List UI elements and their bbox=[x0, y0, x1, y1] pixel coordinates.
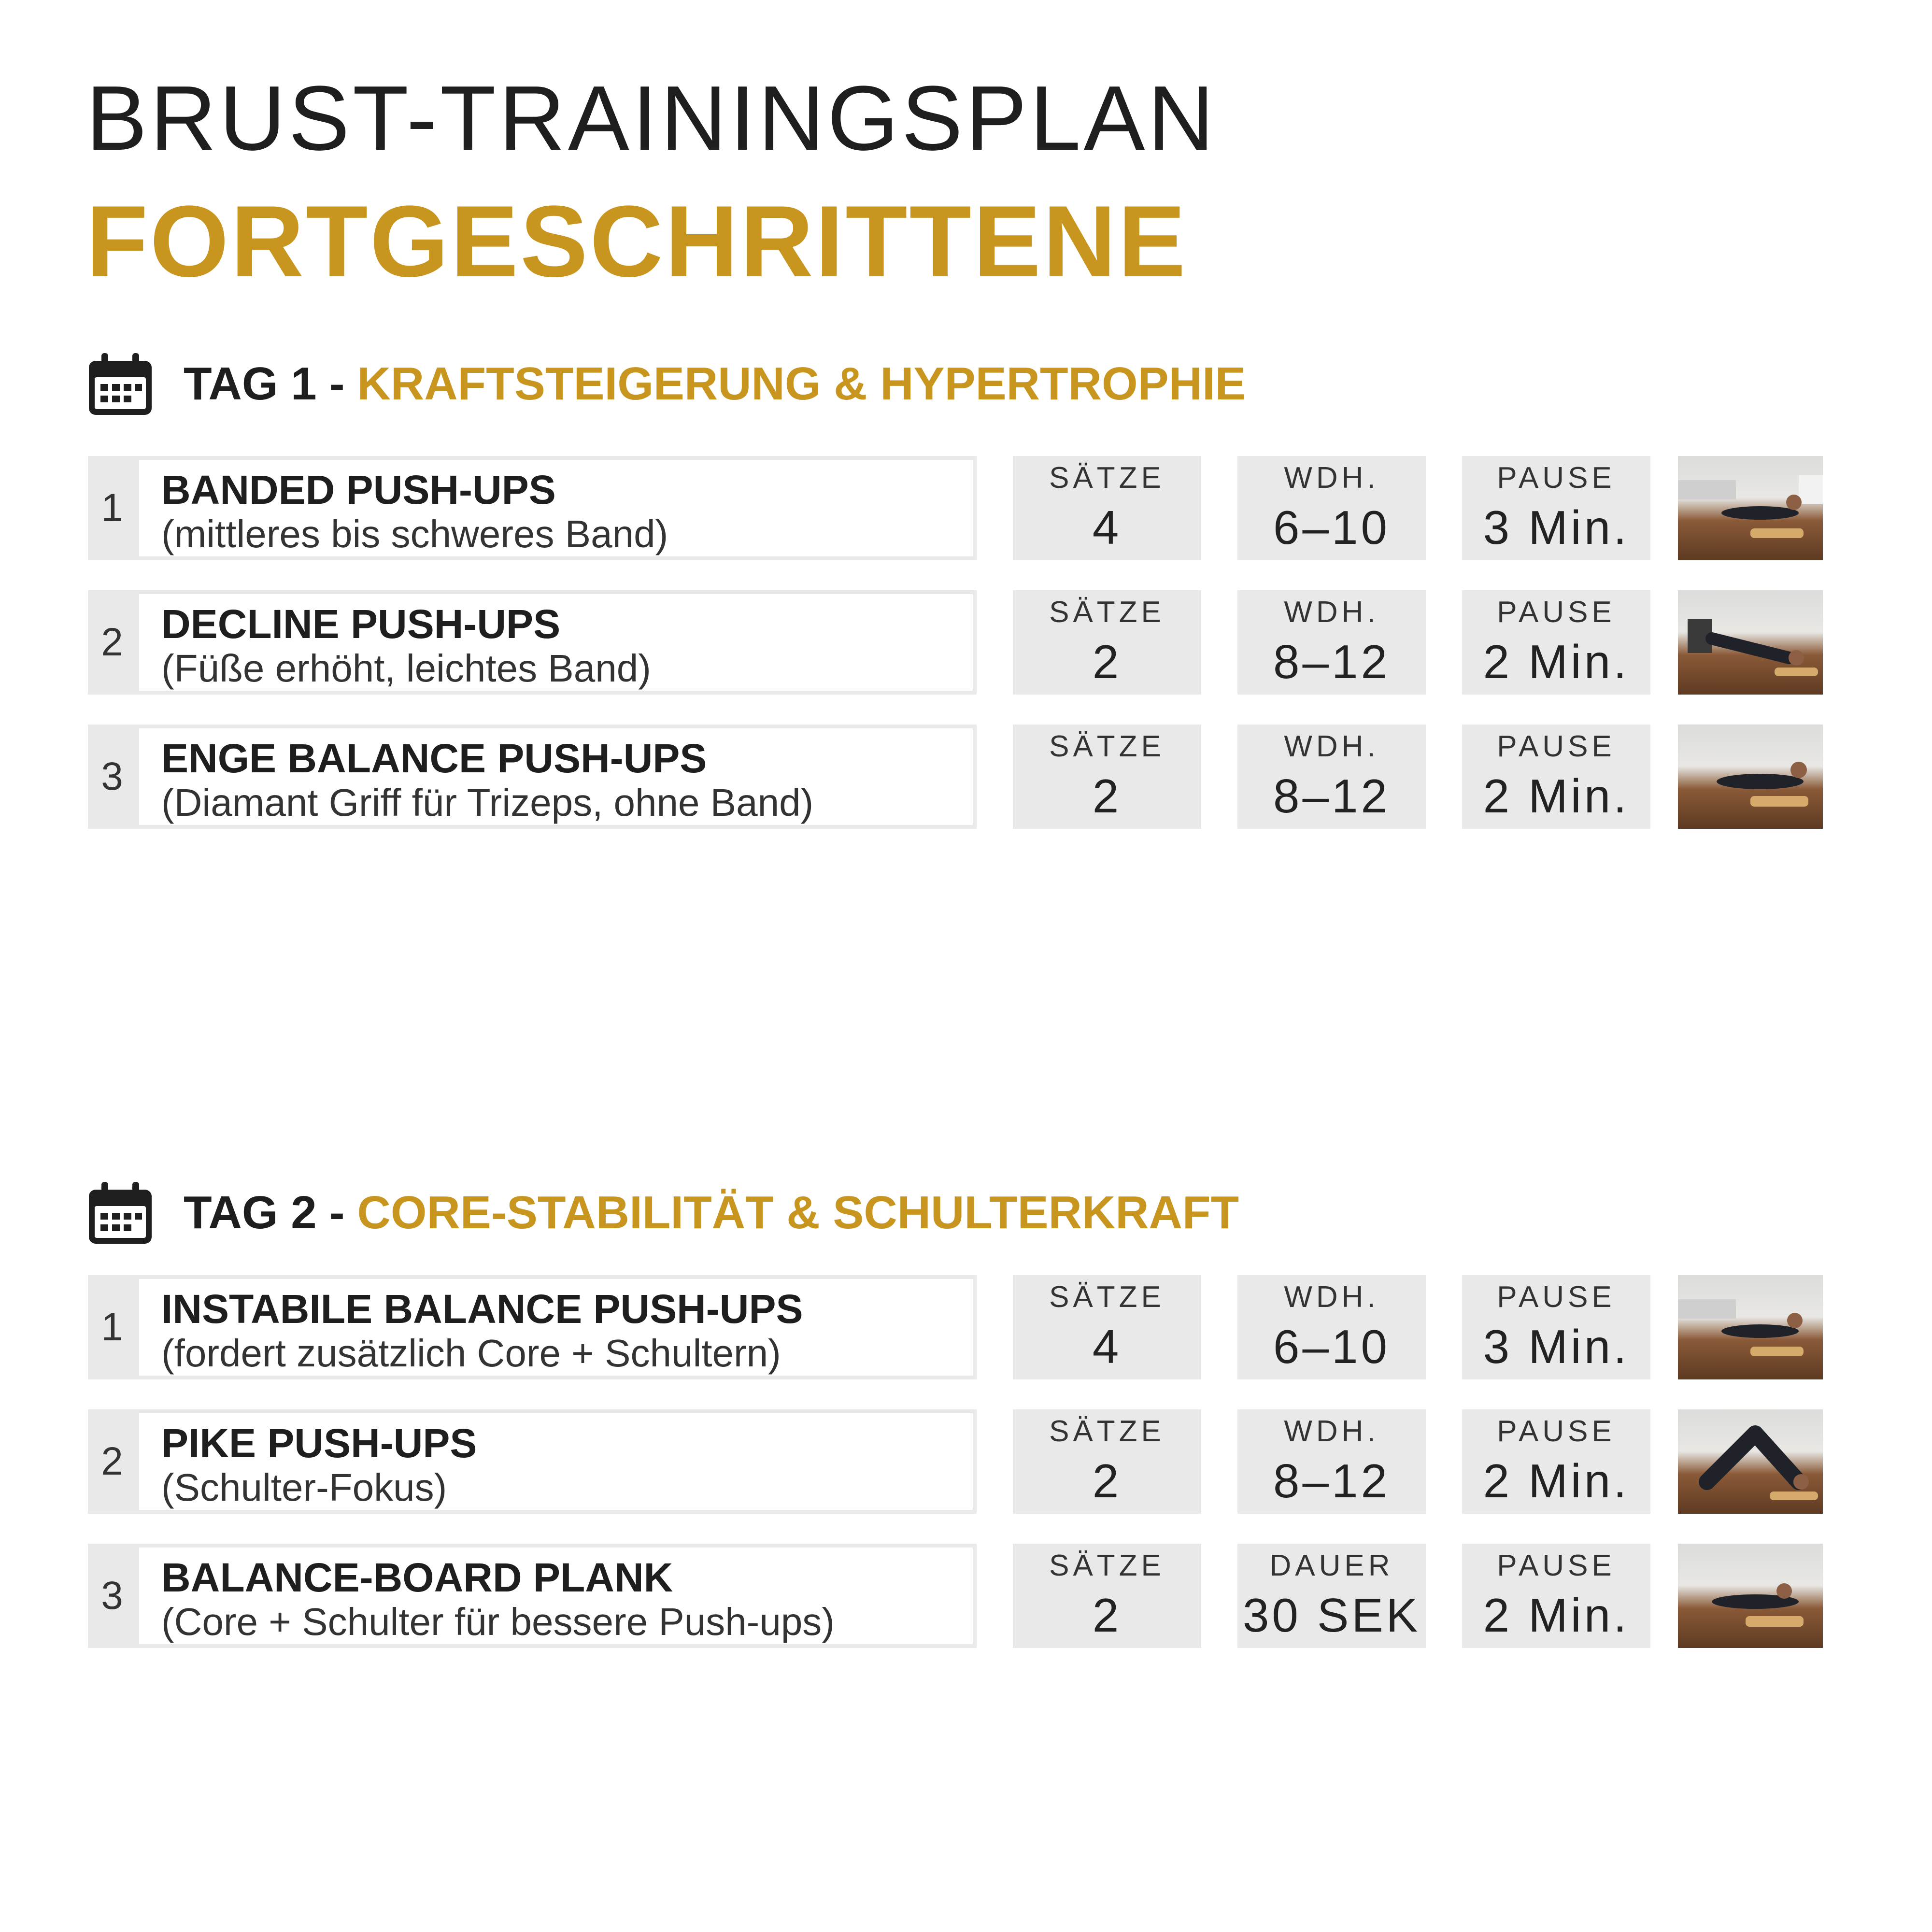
exercise-name: INSTABILE BALANCE PUSH-UPS bbox=[161, 1286, 803, 1332]
reps-value: 6–10 bbox=[1273, 1320, 1390, 1373]
reps-box bbox=[1237, 456, 1426, 560]
sets-box bbox=[1013, 456, 1201, 560]
exercise-description: (Schulter-Fokus) bbox=[161, 1466, 447, 1509]
sets-value: 2 bbox=[1092, 1454, 1122, 1507]
exercise-photo bbox=[1678, 1409, 1823, 1514]
exercise-number: 1 bbox=[101, 486, 123, 530]
exercise-photo bbox=[1678, 456, 1823, 560]
day-2-header bbox=[86, 1177, 1239, 1249]
exercise-number: 3 bbox=[101, 1574, 123, 1618]
duration-value: 30 SEK bbox=[1242, 1589, 1421, 1642]
sets-value: 2 bbox=[1092, 769, 1122, 823]
rest-value: 2 Min. bbox=[1483, 635, 1630, 688]
rest-box bbox=[1462, 724, 1650, 829]
reps-box bbox=[1237, 590, 1426, 695]
exercise-description: (mittleres bis schweres Band) bbox=[161, 512, 668, 555]
sets-value: 4 bbox=[1092, 501, 1122, 554]
duration-label: DAUER bbox=[1269, 1549, 1394, 1582]
exercise-row bbox=[88, 724, 1827, 831]
sets-label: SÄTZE bbox=[1049, 596, 1165, 629]
reps-label: WDH. bbox=[1284, 1280, 1379, 1314]
day-separator: - bbox=[329, 1187, 345, 1238]
sets-box bbox=[1013, 1544, 1201, 1648]
exercise-row bbox=[88, 1409, 1827, 1516]
day-label: TAG 1 bbox=[184, 358, 317, 410]
day-1-header bbox=[86, 348, 1246, 420]
exercise-box bbox=[88, 1409, 977, 1514]
exercise-name: BALANCE-BOARD PLANK bbox=[161, 1555, 673, 1600]
rest-value: 3 Min. bbox=[1483, 501, 1630, 554]
sets-value: 2 bbox=[1092, 1589, 1122, 1642]
exercise-box bbox=[88, 724, 977, 829]
exercise-row bbox=[88, 590, 1827, 696]
sets-label: SÄTZE bbox=[1049, 461, 1165, 495]
exercise-box bbox=[88, 1275, 977, 1379]
exercise-name: ENGE BALANCE PUSH-UPS bbox=[161, 736, 707, 781]
reps-label: WDH. bbox=[1284, 730, 1379, 763]
rest-label: PAUSE bbox=[1497, 730, 1616, 763]
exercise-box bbox=[88, 590, 977, 695]
rest-box bbox=[1462, 590, 1650, 695]
exercise-row bbox=[88, 456, 1827, 562]
rest-label: PAUSE bbox=[1497, 1549, 1616, 1582]
rest-label: PAUSE bbox=[1497, 461, 1616, 495]
sets-box bbox=[1013, 724, 1201, 829]
exercise-photo bbox=[1678, 724, 1823, 829]
reps-label: WDH. bbox=[1284, 596, 1379, 629]
reps-box bbox=[1237, 1275, 1426, 1379]
reps-value: 8–12 bbox=[1273, 769, 1390, 823]
rest-box bbox=[1462, 456, 1650, 560]
rest-label: PAUSE bbox=[1497, 596, 1616, 629]
reps-value: 8–12 bbox=[1273, 1454, 1390, 1507]
exercise-name: DECLINE PUSH-UPS bbox=[161, 601, 561, 647]
page-subtitle: FORTGESCHRITTENE bbox=[86, 185, 1188, 298]
exercise-description: (Core + Schulter für bessere Push-ups) bbox=[161, 1600, 835, 1643]
duration-box bbox=[1237, 1544, 1426, 1648]
day-separator: - bbox=[329, 358, 345, 410]
day-label: TAG 2 bbox=[184, 1187, 317, 1238]
day-theme: CORE-STABILITÄT & SCHULTERKRAFT bbox=[357, 1187, 1239, 1238]
rest-box bbox=[1462, 1409, 1650, 1514]
sets-value: 4 bbox=[1092, 1320, 1122, 1373]
rest-label: PAUSE bbox=[1497, 1415, 1616, 1448]
page-title: BRUST-TRAININGSPLAN bbox=[86, 67, 1217, 170]
rest-value: 2 Min. bbox=[1483, 769, 1630, 823]
calendar-icon bbox=[86, 1179, 155, 1247]
exercise-number: 1 bbox=[101, 1305, 123, 1349]
sets-value: 2 bbox=[1092, 635, 1122, 688]
exercise-box bbox=[88, 456, 977, 560]
exercise-number: 2 bbox=[101, 620, 123, 664]
exercise-photo bbox=[1678, 1275, 1823, 1379]
rest-box bbox=[1462, 1544, 1650, 1648]
exercise-description: (Diamant Griff für Trizeps, ohne Band) bbox=[161, 781, 814, 824]
reps-label: WDH. bbox=[1284, 461, 1379, 495]
exercise-box bbox=[88, 1544, 977, 1648]
exercise-name: PIKE PUSH-UPS bbox=[161, 1421, 477, 1466]
day-theme: KRAFTSTEIGERUNG & HYPERTROPHIE bbox=[357, 358, 1246, 410]
exercise-description: (fordert zusätzlich Core + Schultern) bbox=[161, 1332, 781, 1375]
reps-box bbox=[1237, 724, 1426, 829]
sets-label: SÄTZE bbox=[1049, 1549, 1165, 1582]
sets-label: SÄTZE bbox=[1049, 730, 1165, 763]
calendar-icon bbox=[86, 350, 155, 418]
sets-label: SÄTZE bbox=[1049, 1280, 1165, 1314]
rest-value: 2 Min. bbox=[1483, 1454, 1630, 1507]
rest-box bbox=[1462, 1275, 1650, 1379]
rest-label: PAUSE bbox=[1497, 1280, 1616, 1314]
exercise-name: BANDED PUSH-UPS bbox=[161, 467, 556, 512]
reps-value: 8–12 bbox=[1273, 635, 1390, 688]
exercise-number: 3 bbox=[101, 754, 123, 798]
rest-value: 2 Min. bbox=[1483, 1589, 1630, 1642]
exercise-row bbox=[88, 1544, 1827, 1650]
exercise-photo bbox=[1678, 590, 1823, 695]
exercise-photo bbox=[1678, 1544, 1823, 1648]
reps-box bbox=[1237, 1409, 1426, 1514]
exercise-row bbox=[88, 1275, 1827, 1381]
sets-label: SÄTZE bbox=[1049, 1415, 1165, 1448]
sets-box bbox=[1013, 1275, 1201, 1379]
sets-box bbox=[1013, 1409, 1201, 1514]
exercise-description: (Füße erhöht, leichtes Band) bbox=[161, 647, 651, 690]
reps-label: WDH. bbox=[1284, 1415, 1379, 1448]
sets-box bbox=[1013, 590, 1201, 695]
rest-value: 3 Min. bbox=[1483, 1320, 1630, 1373]
reps-value: 6–10 bbox=[1273, 501, 1390, 554]
exercise-number: 2 bbox=[101, 1439, 123, 1483]
